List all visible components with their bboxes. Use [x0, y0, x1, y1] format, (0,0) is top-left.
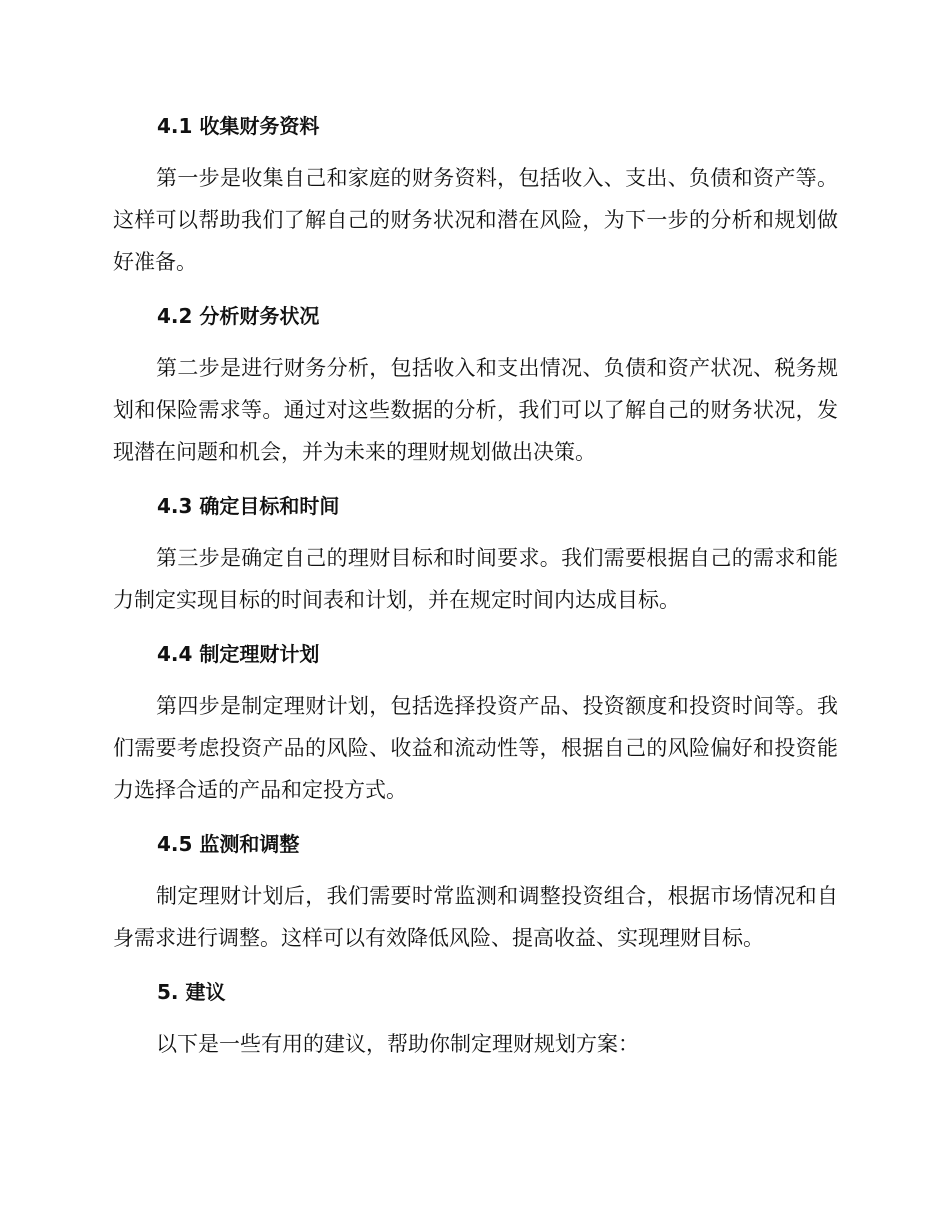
section-heading-5: 5. 建议	[157, 980, 226, 1004]
section-heading-4-5: 4.5 监测和调整	[157, 832, 300, 856]
section-heading-4-2: 4.2 分析财务状况	[157, 304, 320, 328]
section-paragraph-4-3: 第三步是确定自己的理财目标和时间要求。我们需要根据自己的需求和能力制定实现目标的时间表和计划，并在规定时间内达成目标。	[113, 546, 838, 612]
section-paragraph-5: 以下是一些有用的建议，帮助你制定理财规划方案：	[156, 1032, 639, 1056]
section-heading-4-3: 4.3 确定目标和时间	[157, 494, 340, 518]
section-paragraph-4-2: 第二步是进行财务分析，包括收入和支出情况、负债和资产状况、税务规划和保险需求等。通过对这些数据的分析，我们可以了解自己的财务状况，发现潜在问题和机会，并为未来的理财规划做出决策。	[113, 356, 838, 464]
section-heading-4-1: 4.1 收集财务资料	[157, 114, 320, 138]
section-paragraph-4-5: 制定理财计划后，我们需要时常监测和调整投资组合，根据市场情况和自身需求进行调整。这样可以有效降低风险、提高收益、实现理财目标。	[113, 884, 838, 950]
section-heading-4-4: 4.4 制定理财计划	[157, 642, 320, 666]
section-paragraph-4-1: 第一步是收集自己和家庭的财务资料，包括收入、支出、负债和资产等。这样可以帮助我们了解自己的财务状况和潜在风险，为下一步的分析和规划做好准备。	[113, 166, 838, 274]
section-paragraph-4-4: 第四步是制定理财计划，包括选择投资产品、投资额度和投资时间等。我们需要考虑投资产品的风险、收益和流动性等，根据自己的风险偏好和投资能力选择合适的产品和定投方式。	[113, 694, 838, 802]
